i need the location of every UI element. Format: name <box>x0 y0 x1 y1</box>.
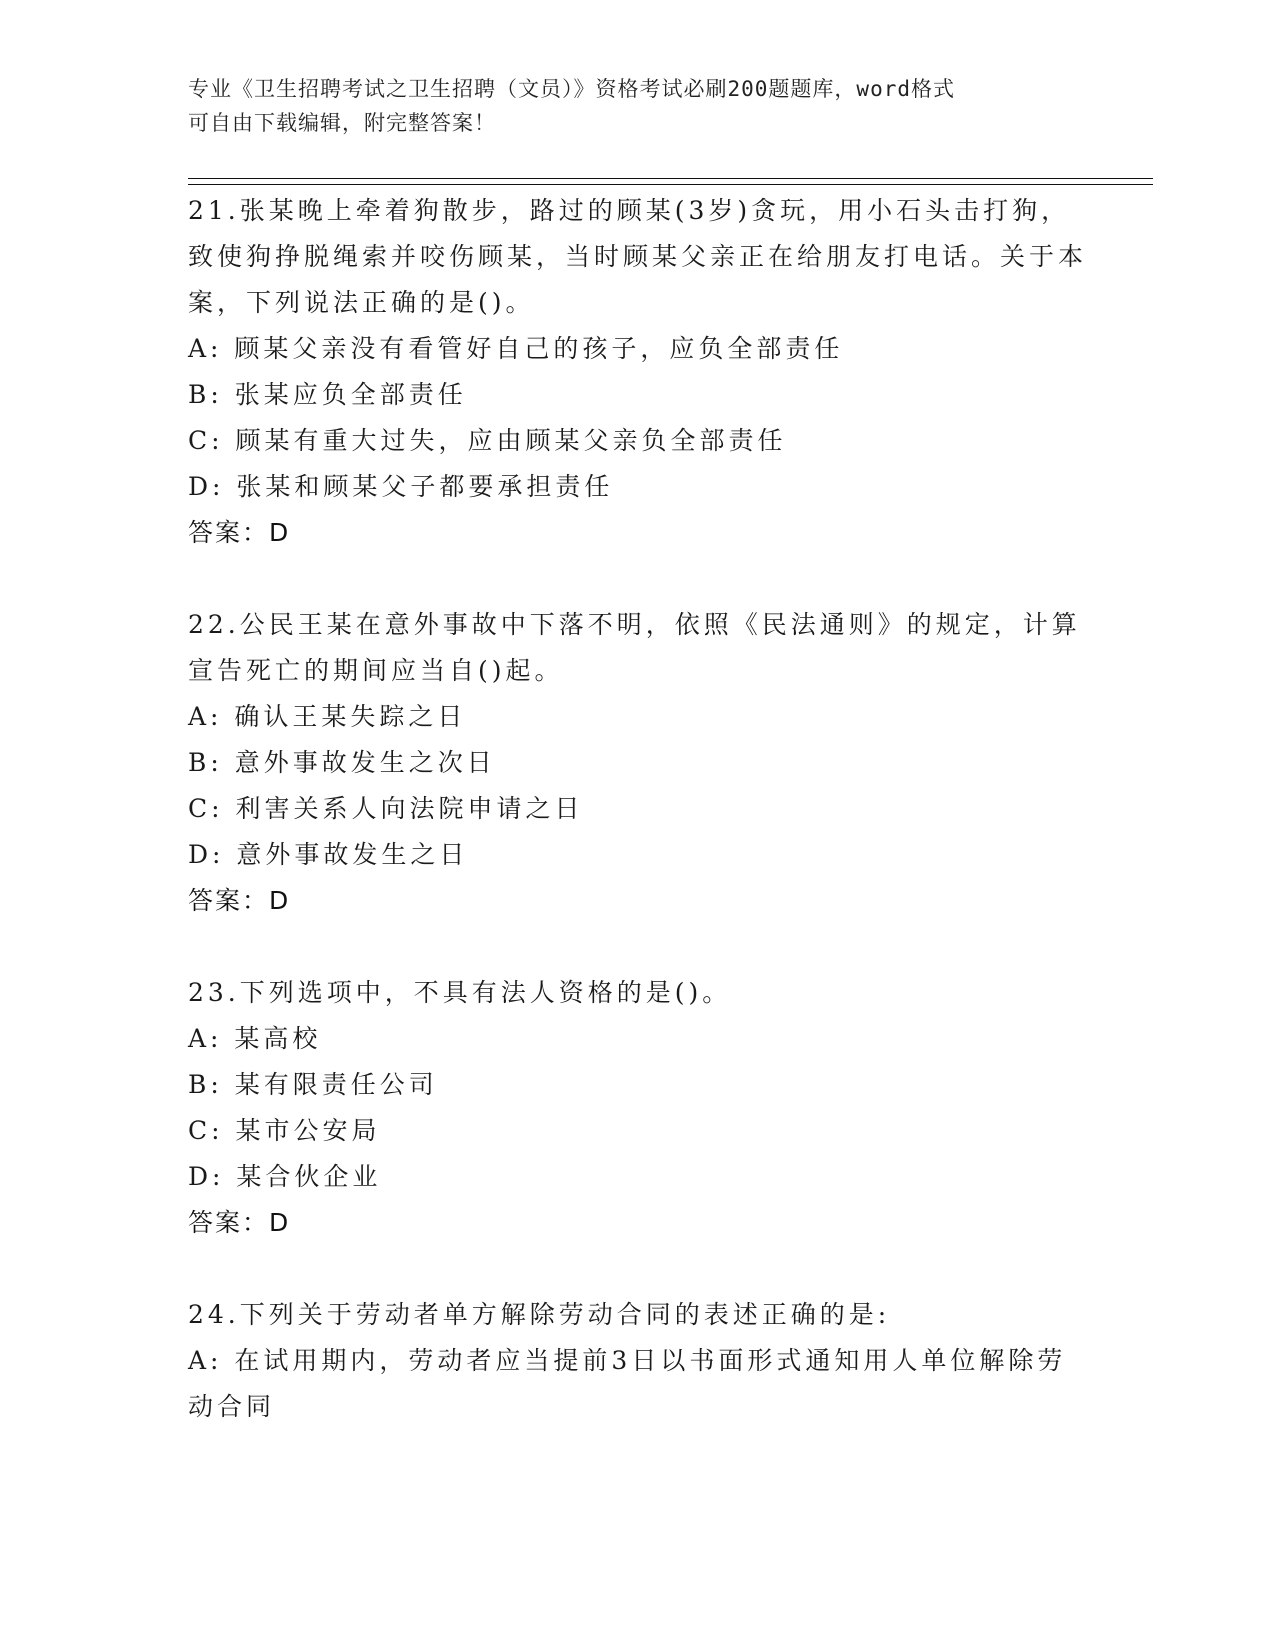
document-header <box>188 72 1078 140</box>
option-d: D: 意外事故发生之日 <box>188 840 469 869</box>
header-divider-bottom <box>188 184 1153 185</box>
question-22 <box>188 602 1088 924</box>
question-stem: 23.下列选项中，不具有法人资格的是()。 <box>188 978 732 1007</box>
option-a: A: 在试用期内，劳动者应当提前3日以书面形式通知用人单位解除劳动合同 <box>188 1346 1067 1421</box>
question-list <box>188 188 1088 1430</box>
header-divider-top <box>188 178 1153 179</box>
option-b: B: 意外事故发生之次日 <box>188 748 496 777</box>
header-line-2: 可自由下载编辑，附完整答案！ <box>188 111 496 135</box>
option-a: A: 顾某父亲没有看管好自己的孩子，应负全部责任 <box>188 334 844 363</box>
option-a: A: 某高校 <box>188 1024 322 1053</box>
option-c: C: 利害关系人向法院申请之日 <box>188 794 584 823</box>
question-spacer <box>188 924 1088 970</box>
option-c: C: 顾某有重大过失，应由顾某父亲负全部责任 <box>188 426 787 455</box>
option-d: D: 张某和顾某父子都要承担责任 <box>188 472 614 501</box>
question-stem: 22.公民王某在意外事故中下落不明，依照《民法通则》的规定，计算宣告死亡的期间应当自()起。 <box>188 610 1081 685</box>
question-stem: 21.张某晚上牵着狗散步，路过的顾某(3岁)贪玩，用小石头击打狗，致使狗挣脱绳索并咬伤顾某，当时顾某父亲正在给朋友打电话。关于本案，下列说法正确的是()。 <box>188 196 1088 317</box>
question-24 <box>188 1292 1088 1430</box>
option-b: B: 张某应负全部责任 <box>188 380 467 409</box>
option-a: A: 确认王某失踪之日 <box>188 702 467 731</box>
option-c: C: 某市公安局 <box>188 1116 381 1145</box>
question-spacer <box>188 1246 1088 1292</box>
answer-text: 答案：D <box>188 1208 291 1237</box>
answer-text: 答案：D <box>188 886 291 915</box>
option-d: D: 某合伙企业 <box>188 1162 382 1191</box>
answer-text: 答案：D <box>188 518 291 547</box>
question-spacer <box>188 556 1088 602</box>
question-21 <box>188 188 1088 556</box>
option-b: B: 某有限责任公司 <box>188 1070 438 1099</box>
header-line-1: 专业《卫生招聘考试之卫生招聘（文员）》资格考试必刷200题题库，word格式 <box>188 77 955 101</box>
question-23 <box>188 970 1088 1246</box>
question-stem: 24.下列关于劳动者单方解除劳动合同的表述正确的是: <box>188 1300 891 1329</box>
